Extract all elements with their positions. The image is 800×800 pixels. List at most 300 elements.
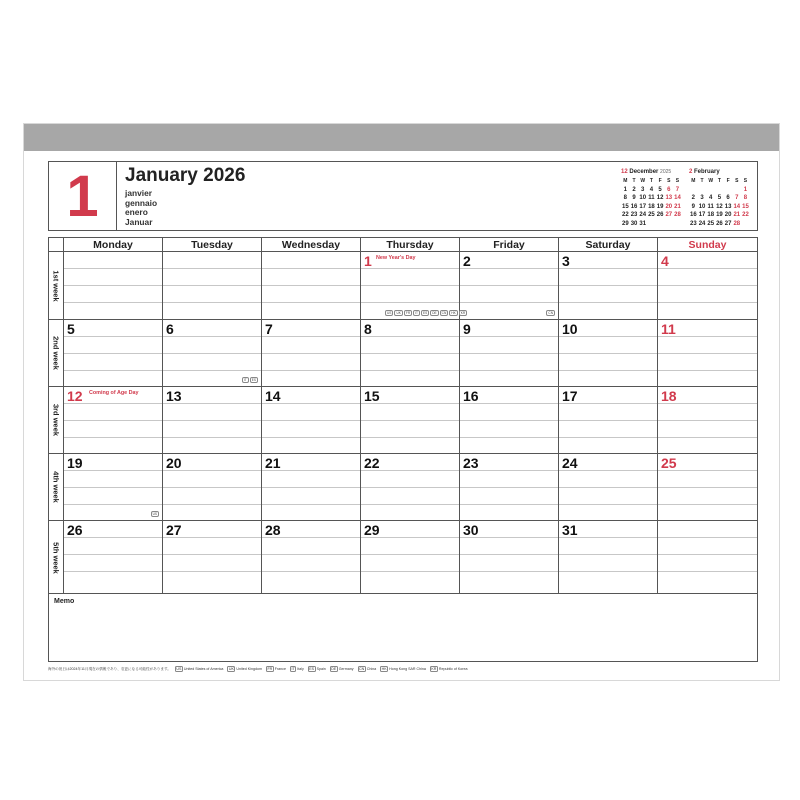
day-cell[interactable] (262, 387, 361, 454)
footnote-country-name: Germany (338, 667, 354, 671)
weekday-header-sunday: Sunday (658, 238, 757, 252)
mini-day (724, 186, 733, 195)
mini-week-row (689, 220, 751, 229)
mini-day (656, 220, 665, 229)
mini-dow: T (649, 178, 653, 184)
day-cell[interactable] (64, 320, 163, 387)
day-cell[interactable] (64, 454, 163, 521)
rule-line (64, 285, 162, 286)
rule-line (262, 504, 360, 505)
rule-line (64, 302, 162, 303)
week-label-text: 4th week (51, 471, 61, 503)
day-cell[interactable] (460, 252, 559, 320)
rule-line (64, 370, 162, 371)
rule-line (163, 487, 261, 488)
mini-day: 19 (716, 212, 723, 219)
country-badge: UK (396, 311, 401, 315)
mini-day: 27 (665, 212, 673, 219)
day-cell[interactable] (658, 387, 757, 454)
footnote-country-name: Spain (316, 667, 326, 671)
rule-line (64, 487, 162, 488)
country-badge: US (152, 512, 157, 516)
rule-line (262, 302, 360, 303)
mini-day: 14 (674, 195, 681, 202)
day-cell[interactable] (460, 320, 559, 387)
mini-day: 1 (743, 186, 748, 193)
day-number: 5 (67, 321, 75, 337)
rule-line (658, 504, 757, 505)
mini-day: 7 (735, 195, 739, 202)
month-header (48, 161, 758, 231)
day-number: 21 (265, 455, 281, 471)
mini-year: 2025 (660, 169, 672, 175)
day-cell[interactable] (163, 454, 262, 521)
week-label (49, 252, 64, 320)
rule-line (658, 537, 757, 538)
rule-line (361, 353, 459, 354)
mini-day: 1 (623, 186, 628, 193)
mini-day (673, 220, 682, 229)
mini-day: 16 (690, 212, 697, 219)
mini-day: 27 (724, 220, 732, 227)
top-bar (24, 124, 779, 151)
month-grid (48, 237, 758, 594)
rule-line (658, 285, 757, 286)
mini-day: 19 (656, 203, 664, 210)
footnote-country (227, 667, 262, 671)
rule-line (658, 420, 757, 421)
mini-day: 29 (622, 220, 629, 227)
mini-day: 12 (656, 195, 664, 202)
mini-calendar-header (621, 168, 683, 177)
footnote-country-code: DE (331, 667, 337, 671)
mini-day (732, 186, 741, 195)
rule-line (262, 336, 360, 337)
rule-line (658, 268, 757, 269)
mini-day: 11 (648, 195, 655, 202)
day-cell[interactable] (559, 252, 658, 320)
rule-line (559, 437, 657, 438)
mini-day: 16 (630, 203, 638, 210)
mini-day: 20 (724, 212, 732, 219)
footnote-country-code: KR (431, 667, 437, 671)
weekday-header-friday: Friday (460, 238, 559, 252)
rule-line (163, 353, 261, 354)
rule-line (64, 268, 162, 269)
rule-line (361, 285, 459, 286)
day-number: 14 (265, 388, 281, 404)
week-label (49, 454, 64, 521)
weekday-header-monday: Monday (64, 238, 163, 252)
mini-dow: M (691, 178, 696, 184)
footnote-country-name: Hong Kong SAR China (389, 667, 426, 671)
mini-week-row (621, 220, 683, 229)
footnote-country (290, 667, 304, 671)
translation-spanish: enero (125, 207, 148, 218)
memo-area (48, 594, 758, 662)
rule-line (460, 504, 558, 505)
footnote-country (380, 667, 426, 671)
week-label-text: 5th week (51, 541, 61, 574)
rule-line (361, 571, 459, 572)
mini-day: 26 (656, 212, 664, 219)
rule-line (658, 487, 757, 488)
mini-day: 25 (707, 220, 715, 227)
mini-day: 24 (639, 212, 647, 219)
mini-day: 25 (648, 212, 655, 219)
rule-line (361, 487, 459, 488)
rule-line (559, 285, 657, 286)
day-cell[interactable] (262, 454, 361, 521)
mini-dow: M (623, 178, 628, 184)
day-number: 29 (364, 522, 380, 538)
mini-day: 9 (632, 195, 636, 202)
week-label-text: 3rd week (51, 403, 61, 437)
rule-line (460, 571, 558, 572)
mini-day (715, 186, 724, 195)
mini-day: 2 (691, 195, 696, 202)
mini-day: 13 (724, 203, 732, 210)
day-cell[interactable] (64, 252, 163, 320)
footnote-country (308, 667, 326, 671)
mini-calendar-december (621, 168, 683, 229)
day-cell[interactable] (64, 521, 163, 594)
day-cell[interactable] (361, 454, 460, 521)
day-cell[interactable] (262, 320, 361, 387)
rule-line (64, 554, 162, 555)
day-cell[interactable] (262, 252, 361, 320)
rule-line (262, 268, 360, 269)
country-badge: DE (432, 311, 437, 315)
country-badge: HK (451, 311, 456, 315)
rule-line (361, 437, 459, 438)
day-cell[interactable] (559, 320, 658, 387)
mini-day: 6 (726, 195, 730, 202)
translation-italian: gennaio (125, 197, 158, 208)
day-cell[interactable] (658, 252, 757, 320)
mini-dow-row (621, 177, 683, 186)
day-cell[interactable] (559, 387, 658, 454)
day-cell[interactable] (361, 521, 460, 594)
rule-line (361, 336, 459, 337)
rule-line (460, 285, 558, 286)
mini-day: 4 (649, 186, 654, 193)
mini-day: 21 (733, 212, 741, 219)
rule-line (460, 353, 558, 354)
mini-day: 21 (674, 203, 681, 210)
day-cell[interactable] (658, 454, 757, 521)
day-number: 26 (67, 522, 83, 538)
mini-calendar-header (689, 168, 751, 177)
mini-day: 24 (698, 220, 706, 227)
day-number: 27 (166, 522, 182, 538)
footnote-intro: 海外の祝日は2024年11月現在の情報であり、変更になる可能性があります。 (48, 666, 171, 671)
mini-week-row (621, 203, 683, 212)
rule-line (163, 437, 261, 438)
rule-line (163, 302, 261, 303)
rule-line (361, 370, 459, 371)
country-badge: ES (422, 311, 428, 315)
mini-day: 15 (742, 203, 749, 210)
mini-day: 12 (716, 203, 723, 210)
rule-line (559, 504, 657, 505)
day-number: 6 (166, 321, 174, 337)
day-cell[interactable] (559, 521, 658, 594)
mini-dow: W (640, 178, 646, 184)
day-number: 15 (364, 388, 380, 404)
mini-month-number: 2 (689, 169, 693, 175)
rule-line (460, 554, 558, 555)
mini-day: 6 (667, 186, 671, 193)
day-number: 10 (562, 321, 578, 337)
week-label (49, 521, 64, 594)
rule-line (163, 285, 261, 286)
day-number: 23 (463, 455, 479, 471)
rule-line (460, 437, 558, 438)
day-cell[interactable] (460, 454, 559, 521)
month-translations (125, 189, 157, 227)
mini-day: 10 (698, 203, 706, 210)
footnote-country-code: HK (381, 667, 387, 671)
footnote-country-name: United States of America (183, 667, 224, 671)
day-number: 9 (463, 321, 471, 337)
day-cell[interactable] (460, 521, 559, 594)
footnote-country-code: US (176, 667, 182, 671)
rule-line (559, 268, 657, 269)
rule-line (64, 336, 162, 337)
footnote-country (330, 667, 354, 671)
day-number: 30 (463, 522, 479, 538)
rule-line (460, 420, 558, 421)
week-label (49, 387, 64, 454)
day-number: 2 (463, 253, 471, 269)
calendar-sheet (23, 123, 780, 681)
mini-day (698, 186, 707, 195)
mini-day: 20 (665, 203, 673, 210)
mini-dow: S (743, 178, 748, 184)
mini-day (664, 220, 673, 229)
day-cell[interactable] (163, 387, 262, 454)
mini-dow: S (675, 178, 680, 184)
mini-day: 11 (707, 203, 714, 210)
day-cell[interactable] (64, 387, 163, 454)
footnote-country (358, 667, 377, 671)
holiday-country-badges (151, 511, 159, 517)
day-number: 24 (562, 455, 578, 471)
day-cell[interactable] (559, 454, 658, 521)
rule-line (163, 268, 261, 269)
rule-line (559, 554, 657, 555)
rule-line (64, 437, 162, 438)
mini-week-row (689, 186, 751, 195)
day-number: 11 (661, 321, 676, 337)
country-badge: ES (251, 378, 256, 382)
rule-line (460, 336, 558, 337)
footnote-country (430, 667, 468, 671)
rule-line (658, 353, 757, 354)
mini-day: 8 (743, 195, 748, 202)
mini-day: 15 (622, 203, 629, 210)
footnote-country (266, 667, 286, 671)
mini-day: 3 (700, 195, 704, 202)
week-label-text: 1st week (51, 269, 61, 302)
rule-line (559, 487, 657, 488)
rule-line (559, 302, 657, 303)
mini-week-row (689, 194, 751, 203)
rule-line (262, 554, 360, 555)
rule-line (658, 571, 757, 572)
mini-day: 5 (658, 186, 662, 193)
day-number: 28 (265, 522, 281, 538)
day-number: 25 (661, 455, 677, 471)
rule-line (64, 504, 162, 505)
mini-day: 26 (716, 220, 723, 227)
mini-dow-row (689, 177, 751, 186)
footnote-country (175, 667, 224, 671)
mini-dow: F (726, 178, 730, 184)
day-number: 19 (67, 455, 83, 471)
mini-month-number: 12 (621, 169, 628, 175)
mini-day (741, 220, 750, 229)
footnote-country-code: FR (267, 667, 273, 671)
day-number: 13 (166, 388, 182, 404)
mini-week-row (621, 194, 683, 203)
day-number: 20 (166, 455, 182, 471)
country-badge: IT (243, 378, 247, 382)
rule-line (559, 420, 657, 421)
mini-week-row (689, 203, 751, 212)
footnote-country-code: ES (309, 667, 315, 671)
mini-day: 17 (639, 203, 647, 210)
holiday-label: Coming of Age Day (89, 390, 139, 396)
mini-day: 8 (623, 195, 628, 202)
holiday-label: New Year's Day (376, 255, 416, 261)
day-cell[interactable] (361, 320, 460, 387)
mini-day: 31 (639, 220, 647, 227)
country-badge: FR (405, 311, 411, 315)
mini-day: 23 (630, 212, 638, 219)
country-badge: US (387, 311, 392, 315)
rule-line (64, 353, 162, 354)
footnote-country-name: United Kingdom (236, 667, 262, 671)
mini-week-row (621, 211, 683, 220)
rule-line (658, 370, 757, 371)
day-cell[interactable] (163, 521, 262, 594)
rule-line (361, 504, 459, 505)
rule-line (559, 353, 657, 354)
translation-french: janvier (125, 188, 153, 198)
mini-day (689, 186, 698, 195)
holiday-country-badges (385, 310, 467, 316)
rule-line (163, 554, 261, 555)
day-number: 18 (661, 388, 677, 404)
rule-line (163, 420, 261, 421)
rule-line (559, 571, 657, 572)
mini-day: 5 (717, 195, 722, 202)
mini-dow: T (700, 178, 704, 184)
mini-day: 18 (707, 212, 715, 219)
month-number: 1 (49, 162, 117, 230)
mini-day: 4 (709, 195, 713, 202)
mini-day: 22 (622, 212, 629, 219)
mini-day: 9 (691, 203, 696, 210)
day-cell[interactable] (163, 252, 262, 320)
rule-line (460, 370, 558, 371)
mini-week-row (689, 211, 751, 220)
mini-day (706, 186, 715, 195)
country-badge: IT (415, 311, 418, 315)
mini-dow: T (717, 178, 721, 184)
rule-line (658, 437, 757, 438)
mini-calendar-february (689, 168, 751, 229)
weekday-header-saturday: Saturday (559, 238, 658, 252)
footnote (48, 665, 758, 673)
footnote-country-code: IT (291, 667, 295, 671)
day-number: 3 (562, 253, 570, 269)
mini-month-name: December (629, 169, 659, 175)
rule-line (163, 504, 261, 505)
rule-line (658, 554, 757, 555)
day-cell[interactable] (460, 387, 559, 454)
rule-line (361, 420, 459, 421)
mini-day: 10 (639, 195, 647, 202)
rule-line (460, 487, 558, 488)
mini-day: 18 (648, 203, 655, 210)
mini-dow: F (658, 178, 662, 184)
rule-line (163, 336, 261, 337)
mini-dow: T (632, 178, 636, 184)
footnote-country-code: CN (359, 667, 365, 671)
week-label-text: 2nd week (51, 336, 61, 370)
day-cell[interactable] (658, 521, 757, 594)
mini-day: 13 (665, 195, 673, 202)
mini-day: 3 (641, 186, 645, 193)
mini-day: 28 (733, 220, 741, 227)
footnote-country-code: UK (228, 667, 234, 671)
rule-line (262, 420, 360, 421)
day-cell[interactable] (361, 387, 460, 454)
memo-label: Memo (54, 598, 75, 605)
day-number: 4 (661, 253, 669, 269)
rule-line (262, 437, 360, 438)
rule-line (64, 571, 162, 572)
day-cell[interactable] (658, 320, 757, 387)
rule-line (361, 268, 459, 269)
week-label (49, 320, 64, 387)
rule-line (460, 268, 558, 269)
rule-line (262, 370, 360, 371)
mini-day: 30 (630, 220, 638, 227)
day-number: 16 (463, 388, 479, 404)
day-number: 31 (562, 522, 578, 538)
day-cell[interactable] (262, 521, 361, 594)
day-cell[interactable] (361, 252, 466, 320)
day-number: 7 (265, 321, 273, 337)
rule-line (163, 370, 261, 371)
rule-line (262, 487, 360, 488)
mini-day: 7 (675, 186, 680, 193)
mini-day: 28 (674, 212, 681, 219)
footnote-country-name: Republic of Korea (438, 667, 468, 671)
mini-dow: W (708, 178, 714, 184)
day-number: 22 (364, 455, 380, 471)
rule-line (658, 302, 757, 303)
day-cell[interactable] (163, 320, 262, 387)
holiday-country-badges (546, 310, 555, 316)
weekday-header-tuesday: Tuesday (163, 238, 262, 252)
mini-dow: S (735, 178, 739, 184)
rule-line (262, 285, 360, 286)
